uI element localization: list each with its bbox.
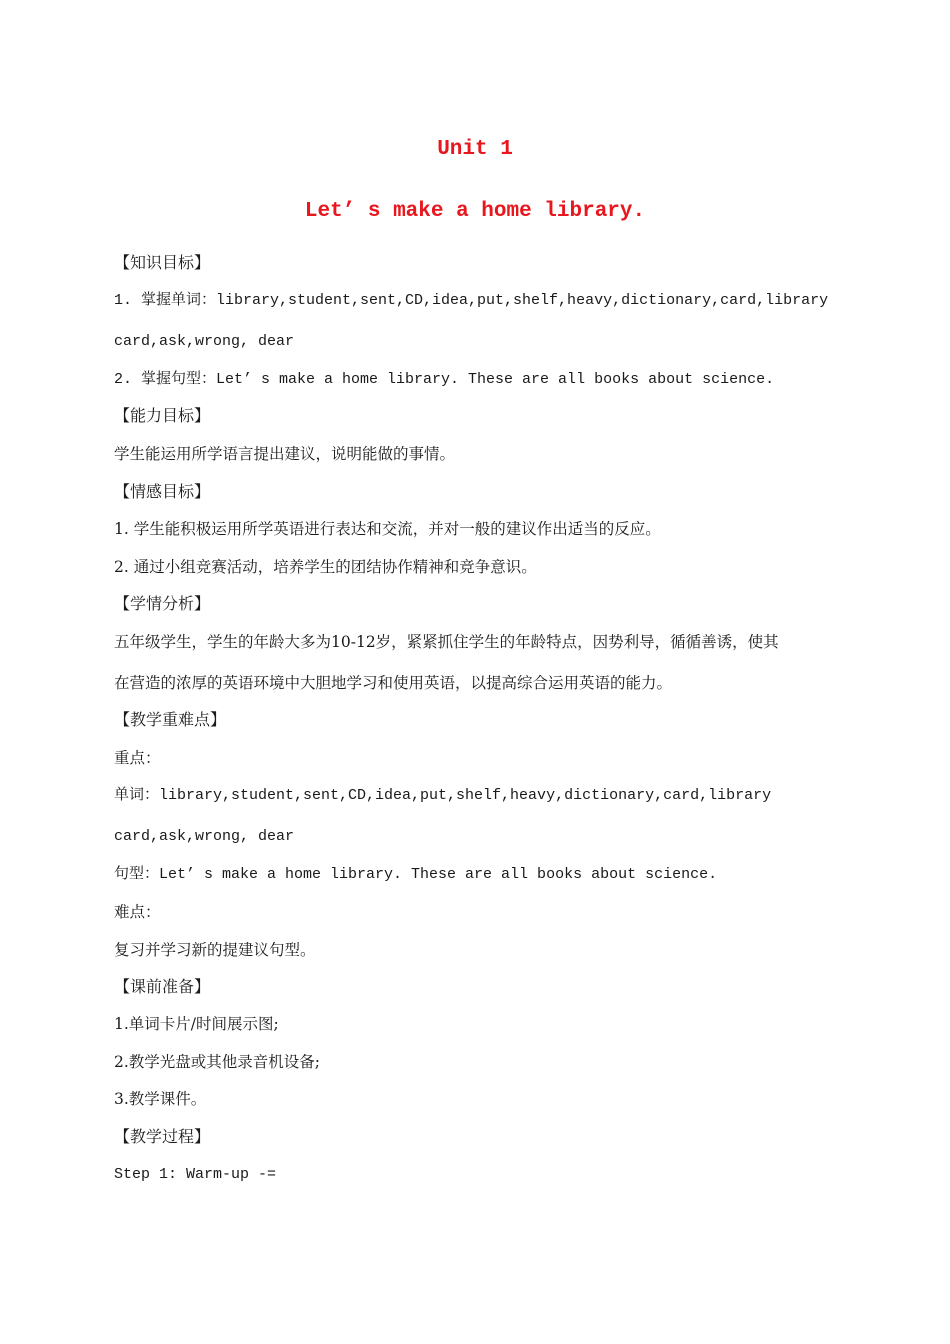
section-heading-learner-analysis: 【学情分析】 [114, 594, 211, 613]
preparation-item-2: 2.教学光盘或其他录音机设备; [114, 1053, 321, 1071]
knowledge-goal-vocabulary: 1. 掌握单词：library,student,sent,CD,idea,put,shelf,heavy,dictionary,card,library [114, 292, 829, 309]
key-points-sentences: 句型：Let’ s make a home library. These are all books about science. [114, 866, 718, 883]
section-heading-emotion-goals: 【情感目标】 [114, 482, 211, 501]
learner-analysis-line-2: 在营造的浓厚的英语环境中大胆地学习和使用英语，以提高综合运用英语的能力。 [114, 674, 673, 692]
lesson-subtitle: Let’ s make a home library. [304, 200, 646, 223]
knowledge-goal-vocabulary-cont: card,ask,wrong, dear [114, 333, 295, 350]
section-heading-teaching-process: 【教学过程】 [114, 1127, 211, 1146]
preparation-item-1: 1.单词卡片/时间展示图; [114, 1015, 279, 1033]
section-heading-key-points: 【教学重难点】 [114, 710, 227, 729]
key-points-label: 重点： [114, 749, 161, 767]
learner-analysis-line-1: 五年级学生，学生的年龄大多为10-12岁，紧紧抓住学生的年龄特点，因势利导，循循善诱，使其 [114, 633, 779, 651]
emotion-goal-2: 2. 通过小组竞赛活动，培养学生的团结协作精神和竞争意识。 [114, 558, 537, 576]
key-points-vocabulary: 单词：library,student,sent,CD,idea,put,shelf,heavy,dictionary,card,library [114, 787, 772, 804]
unit-title: Unit 1 [437, 138, 513, 161]
emotion-goal-1: 1. 学生能积极运用所学英语进行表达和交流，并对一般的建议作出适当的反应。 [114, 520, 661, 538]
section-heading-ability-goals: 【能力目标】 [114, 406, 211, 425]
knowledge-goal-sentences: 2. 掌握句型：Let’ s make a home library. These are all books about science. [114, 371, 775, 388]
section-heading-knowledge-goals: 【知识目标】 [114, 253, 211, 272]
key-points-vocabulary-cont: card,ask,wrong, dear [114, 828, 295, 845]
difficult-points-text: 复习并学习新的提建议句型。 [114, 941, 316, 959]
ability-goal-text: 学生能运用所学语言提出建议，说明能做的事情。 [114, 445, 456, 463]
difficult-points-label: 难点： [114, 903, 161, 921]
preparation-item-3: 3.教学课件。 [114, 1090, 207, 1108]
step-1-warm-up: Step 1: Warm-up -= [114, 1166, 277, 1183]
section-heading-preparation: 【课前准备】 [114, 977, 211, 996]
